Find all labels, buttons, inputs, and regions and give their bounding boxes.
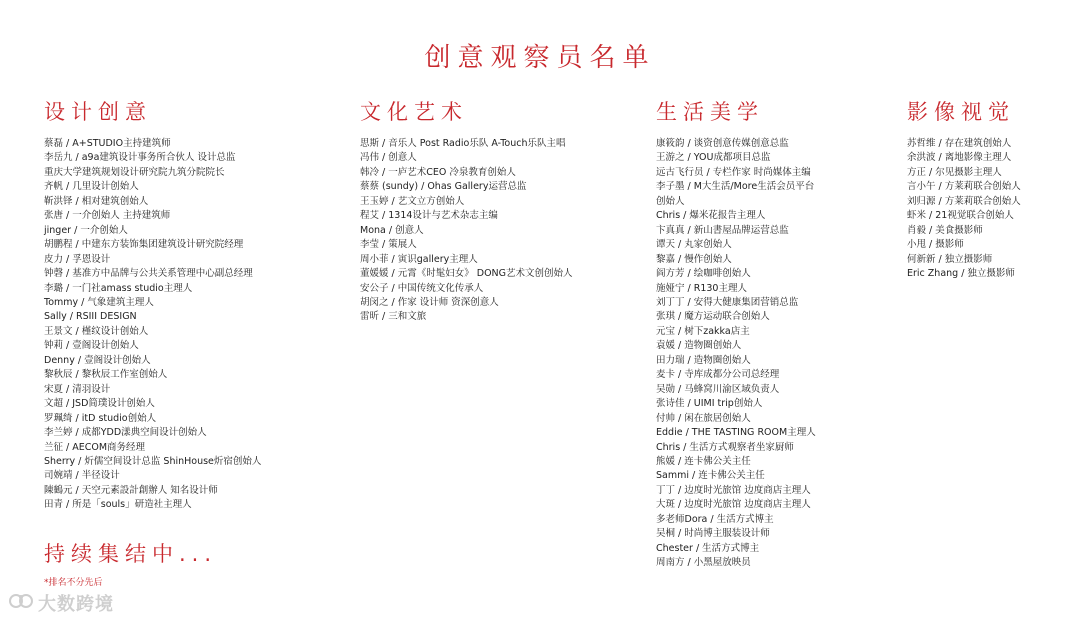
list-item: 创始人 — [656, 195, 685, 207]
list-item: 苏哲维 / 存在建筑创始人 — [907, 138, 1012, 149]
list-item: 陳鶴元 / 天空元素設計創辦人 知名设计师 — [44, 484, 218, 496]
list-item: Tommy / 气象建筑主理人 — [44, 296, 154, 308]
list-item: Chris / 爆米花报告主理人 — [656, 210, 766, 222]
list-item: 钟磬 / 基准方中品牌与公共关系管理中心副总经理 — [44, 268, 253, 280]
logo-icon — [8, 591, 34, 615]
list-item: Denny / 壹阁设计创始人 — [44, 354, 151, 366]
list-item: 张琪 / 魔方运动联合创始人 — [656, 311, 770, 323]
list-item: 小甩 / 摄影师 — [907, 239, 964, 251]
list-item: 冯伟 / 创意人 — [360, 152, 417, 164]
list-item: 韩冷 / 一庐艺术CEO 冷泉教育创始人 — [360, 166, 516, 178]
list-lifestyle — [656, 137, 816, 571]
list-item: 付帅 / 闲在旅居创始人 — [656, 412, 751, 424]
ranking-note: *排名不分先后 — [44, 578, 103, 588]
list-item: 李璐 / 一门社amass studio主理人 — [44, 282, 193, 294]
list-item: Chris / 生活方式观察者坐家厨师 — [656, 441, 794, 453]
list-item: 靳洪铎 / 相对建筑创始人 — [44, 195, 149, 207]
list-item: 方正 / 尔见摄影主理人 — [907, 166, 1002, 178]
list-design — [44, 137, 261, 513]
list-item: 肖毅 / 美食摄影师 — [907, 224, 983, 236]
more-coming-heading: 持续集结中... — [44, 542, 218, 566]
list-item: 何新新 / 独立摄影师 — [907, 253, 993, 265]
list-item: 宋夏 / 清羽设计 — [44, 383, 111, 395]
section-design — [44, 97, 261, 513]
list-item: Sherry / 炘儒空间设计总监 ShinHouse炘宿创始人 — [44, 455, 262, 467]
list-item: 吴桐 / 时尚博主服装设计师 — [656, 528, 770, 540]
list-item: 丁丁 / 边度时光旅馆 边度商店主理人 — [656, 484, 811, 496]
list-item: jinger / 一介创始人 — [44, 224, 128, 236]
section-heading-design: 设计创意 — [44, 100, 152, 124]
list-item: 王玉婷 / 艺文立方创始人 — [360, 195, 465, 207]
list-item: Sally / RSIII DESIGN — [44, 311, 137, 323]
list-item: 蔡蔡 (sundy) / Ohas Gallery运营总监 — [360, 181, 527, 193]
list-item: 李莹 / 策展人 — [360, 239, 417, 251]
list-item: 阎方芳 / 绘咖啡创始人 — [656, 268, 751, 280]
list-item: 吴勋 / 马蜂窝川渝区域负责人 — [656, 383, 780, 395]
watermark-text: 大数跨境 — [38, 594, 114, 615]
list-item: 熊媛 / 连卡佛公关主任 — [656, 455, 751, 467]
watermark — [8, 590, 114, 616]
list-item: Chester / 生活方式博主 — [656, 542, 760, 554]
section-heading-culture: 文化艺术 — [360, 100, 468, 124]
list-item: 黎嘉 / 慢作创始人 — [656, 253, 732, 265]
list-item: 刘归源 / 方莱莉联合创始人 — [907, 195, 1021, 207]
list-item: 皮力 / 孚恩设计 — [44, 253, 111, 265]
list-item: 虾米 / 21视觉联合创始人 — [907, 210, 1014, 222]
list-item: Eric Zhang / 独立摄影师 — [907, 268, 1015, 280]
list-item: 大斑 / 边度时光旅馆 边度商店主理人 — [656, 499, 811, 511]
list-item: 钟莉 / 壹阁设计创始人 — [44, 340, 139, 352]
list-item: Sammi / 连卡佛公关主任 — [656, 470, 765, 482]
list-item: 麦卡 / 寺库成都分公司总经理 — [656, 369, 780, 381]
list-item: 远古飞行员 / 专栏作家 时尚媒体主编 — [656, 166, 811, 178]
list-item: 蔡磊 / A+STUDIO主持建筑师 — [44, 138, 171, 149]
section-heading-lifestyle: 生活美学 — [656, 100, 764, 124]
section-lifestyle — [656, 97, 816, 571]
list-item: 言小午 / 方莱莉联合创始人 — [907, 181, 1021, 193]
list-item: 重庆大学建筑规划设计研究院九筑分院院长 — [44, 166, 225, 178]
list-item: 王游之 / YOU成都项目总监 — [656, 152, 771, 164]
page-title: 创意观察员名单 — [424, 43, 656, 74]
list-item: 张唐 / 一介创始人 主持建筑师 — [44, 210, 171, 222]
list-item: 王景文 / 槿纹设计创始人 — [44, 325, 149, 337]
list-item: 李兰婷 / 成都YDD漾典空间设计创始人 — [44, 427, 207, 439]
list-item: 程艾 / 1314设计与艺术杂志主编 — [360, 210, 498, 222]
list-item: 田力瑞 / 造物圈创始人 — [656, 354, 751, 366]
list-item: 田青 / 所是「souls」研造社主理人 — [44, 499, 192, 511]
list-item: 多老师Dora / 生活方式博主 — [656, 513, 774, 525]
list-item: 文超 / JSD简璞设计创始人 — [44, 398, 155, 410]
section-image — [907, 97, 1021, 282]
list-item: 康筱韵 / 谈资创意传媒创意总监 — [656, 138, 789, 149]
list-item: 胡鹏程 / 中建东方装饰集团建筑设计研究院经理 — [44, 239, 244, 251]
list-culture — [360, 137, 573, 325]
list-item: 余洪波 / 离地影像主理人 — [907, 152, 1012, 164]
list-item: 齐帆 / 几里设计创始人 — [44, 181, 139, 193]
list-item: 李子墨 / M大生活/More生活会员平台 — [656, 181, 815, 193]
list-item: 安公子 / 中国传统文化传承人 — [360, 282, 484, 294]
list-item: 思斯 / 音乐人 Post Radio乐队 A-Touch乐队主唱 — [360, 138, 566, 149]
list-item: 雷昕 / 三和文旅 — [360, 311, 427, 323]
section-culture — [360, 97, 573, 325]
list-item: 谭天 / 丸家创始人 — [656, 239, 732, 251]
list-item: 周小菲 / 寅识gallery主理人 — [360, 253, 478, 265]
list-item: 元宝 / 树下zakka店主 — [656, 325, 750, 337]
list-item: 董媛媛 / 元霄《时髦妇女》 DONG艺术文创创始人 — [360, 268, 573, 280]
list-item: 卞真真 / 新山書屋品牌运营总监 — [656, 224, 789, 236]
list-item: 周南方 / 小黑屋放映员 — [656, 557, 751, 569]
list-item: 袁媛 / 造物圈创始人 — [656, 340, 742, 352]
list-item: 黎秋辰 / 黎秋辰工作室创始人 — [44, 369, 168, 381]
list-item: Eddie / THE TASTING ROOM主理人 — [656, 427, 816, 439]
list-item: 施娅宁 / R130主理人 — [656, 282, 747, 294]
list-item: 罗珮绮 / itD studio创始人 — [44, 412, 157, 424]
list-item: 司婉靖 / 半径设计 — [44, 470, 120, 482]
section-heading-image: 影像视觉 — [907, 100, 1015, 124]
list-item: 李岳九 / a9a建筑设计事务所合伙人 设计总监 — [44, 152, 236, 164]
list-item: 刘丁丁 / 安得大健康集团营销总监 — [656, 296, 799, 308]
list-item: Mona / 创意人 — [360, 224, 424, 236]
list-image — [907, 137, 1021, 282]
list-item: 兰征 / AECOM商务经理 — [44, 441, 146, 453]
list-item: 张诗佳 / UIMI trip创始人 — [656, 398, 763, 410]
list-item: 胡闵之 / 作家 设计师 资深创意人 — [360, 296, 499, 308]
